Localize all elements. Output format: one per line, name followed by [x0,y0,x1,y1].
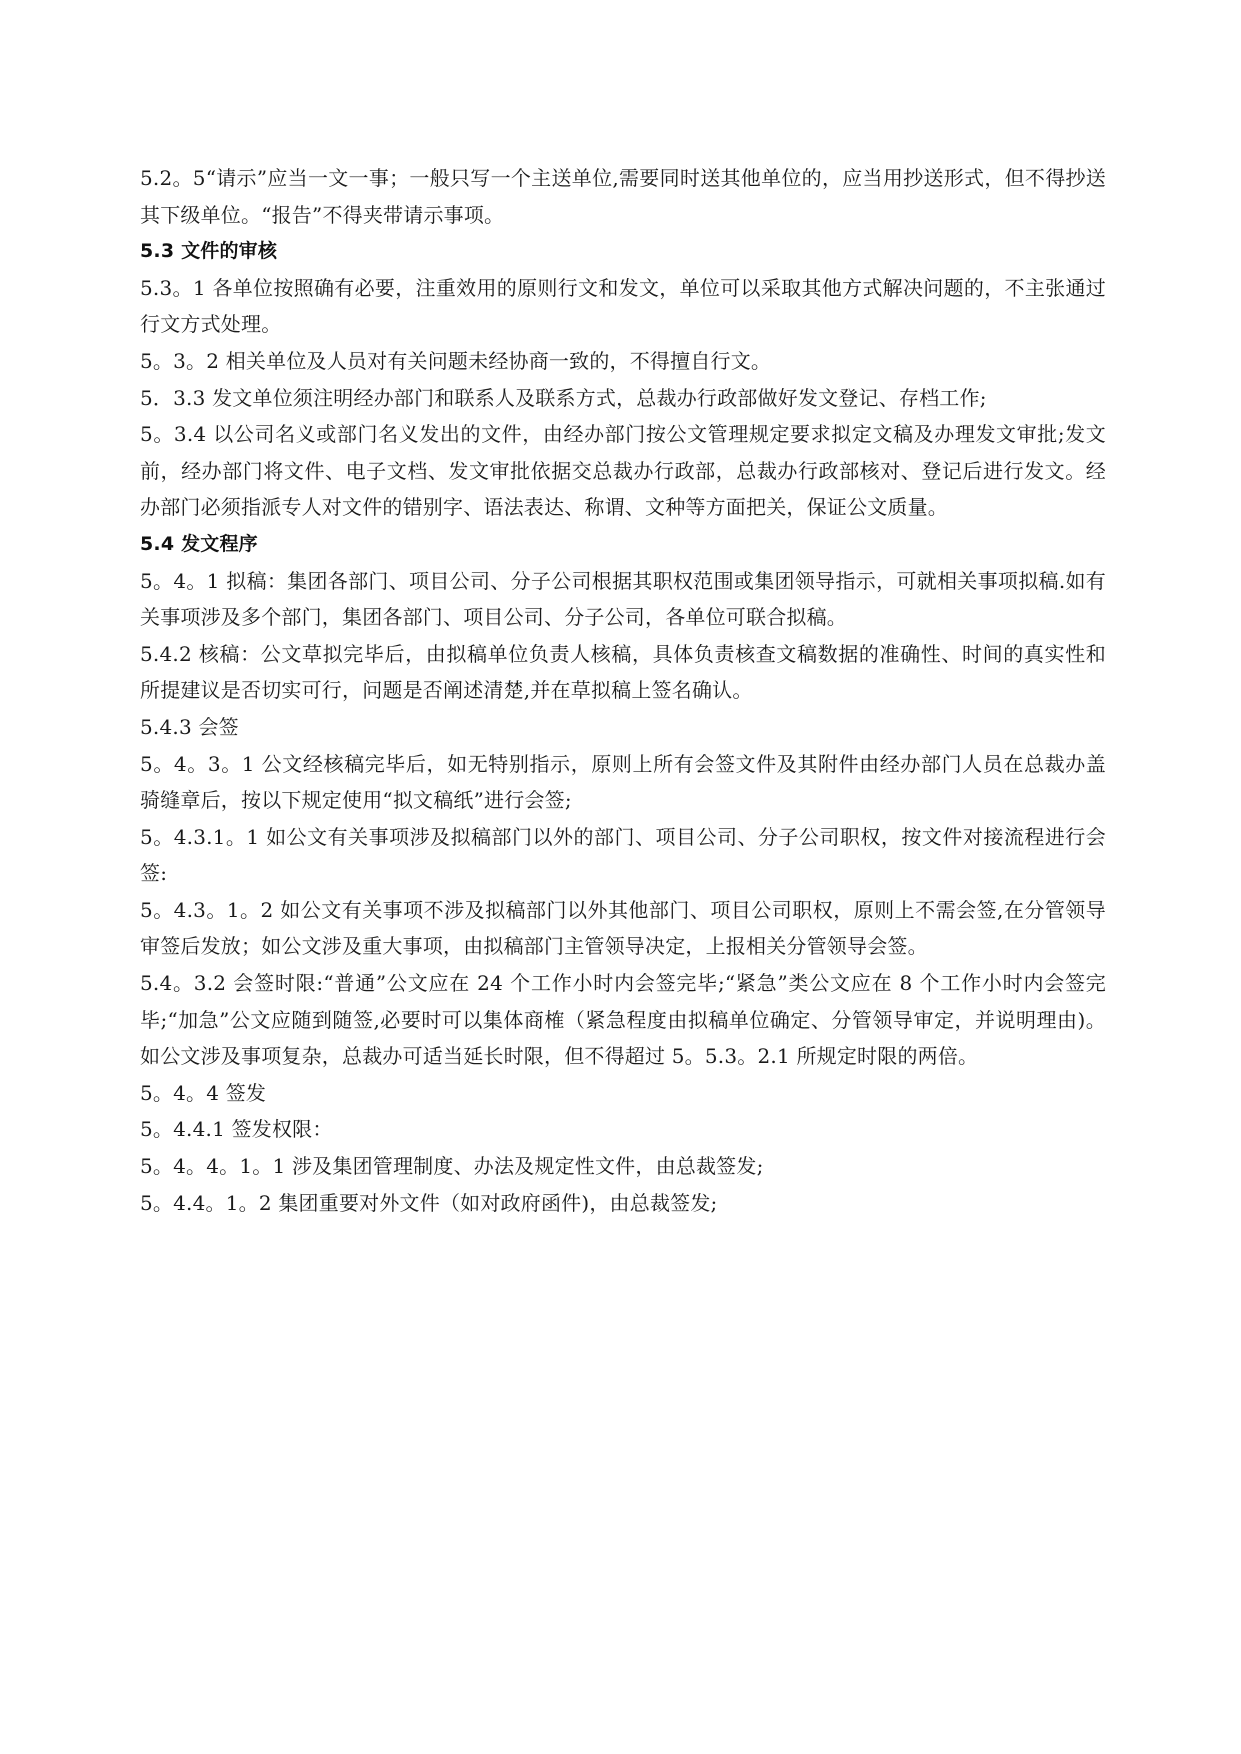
para-5-3-2: 5。3。2 相关单位及人员对有关问题未经协商一致的，不得擅自行文。 [140,348,772,373]
section-heading-5-4: 5.4 发文程序 [140,532,258,555]
para-5-4-4-1-1: 5。4。4。1。1 涉及集团管理制度、办法及规定性文件，由总裁签发; [140,1154,764,1179]
para-5-4-3-1: 5。4。3。1 公文经核稿完毕后，如无特别指示，原则上所有会签文件及其附件由经办部门人员在总裁办盖骑缝章后，按以下规定使用“拟文稿纸”进行会签; [140,751,1106,813]
para-5-4-4-1-2: 5。4.4。1。2 集团重要对外文件（如对政府函件)，由总裁签发; [140,1190,718,1215]
para-5-2-5: 5.2。5“请示”应当一文一事；一般只写一个主送单位,需要同时送其他单位的，应当用抄送形式，但不得抄送其下级单位。“报告”不得夹带请示事项。 [140,166,1106,227]
para-5-3-4: 5。3.4 以公司名义或部门名义发出的文件，由经办部门按公文管理规定要求拟定文稿及办理发文审批;发文前，经办部门将文件、电子文档、发文审批依据交总裁办行政部，总裁办行政部核对、登记后进行发文。经办部门必须指派专人对文件的错别字、语法表达、称谓、文种等方面把关，保证公文质量。 [140,422,1106,520]
para-5-4-2: 5.4.2 核稿：公文草拟完毕后，由拟稿单位负责人核稿，具体负责核查文稿数据的准确性、时间的真实性和所提建议是否切实可行，问题是否阐述清楚,并在草拟稿上签名确认。 [140,641,1106,703]
para-5-3-3: 5．3.3 发文单位须注明经办部门和联系人及联系方式，总裁办行政部做好发文登记、存档工作; [140,385,987,410]
para-5-4-3: 5.4.3 会签 [140,714,239,739]
document-body [140,160,1106,1221]
section-heading-5-3: 5.3 文件的审核 [140,240,278,263]
para-5-4-3-1-1: 5。4.3.1。1 如公文有关事项涉及拟稿部门以外的部门、项目公司、分子公司职权，按文件对接流程进行会签: [140,824,1106,886]
para-5-4-1: 5。4。1 拟稿：集团各部门、项目公司、分子公司根据其职权范围或集团领导指示，可就相关事项拟稿.如有关事项涉及多个部门，集团各部门、项目公司、分子公司，各单位可联合拟稿。 [140,568,1106,630]
para-5-4-4: 5。4。4 签发 [140,1080,267,1105]
para-5-3-1: 5.3。1 各单位按照确有必要，注重效用的原则行文和发文，单位可以采取其他方式解决问题的，不主张通过行文方式处理。 [140,275,1106,337]
para-5-4-4-1: 5。4.4.1 签发权限： [140,1117,333,1142]
para-5-4-3-2: 5.4。3.2 会签时限:“普通”公文应在 24 个工作小时内会签完毕;“紧急”类公文应在 8 个工作小时内会签完毕;“加急”公文应随到随签,必要时可以集体商榷（紧急程度由拟稿单位确定、分管领导审定，并说明理由)。如公文涉及事项复杂，总裁办可适当延长时限，但不得超过 5。5.3。2.1 所规定时限的两倍。 [140,971,1106,1069]
para-5-4-3-1-2: 5。4.3。1。2 如公文有关事项不涉及拟稿部门以外其他部门、项目公司职权，原则上不需会签,在分管领导审签后发放；如公文涉及重大事项，由拟稿部门主管领导决定，上报相关分管领导会签。 [140,897,1106,959]
